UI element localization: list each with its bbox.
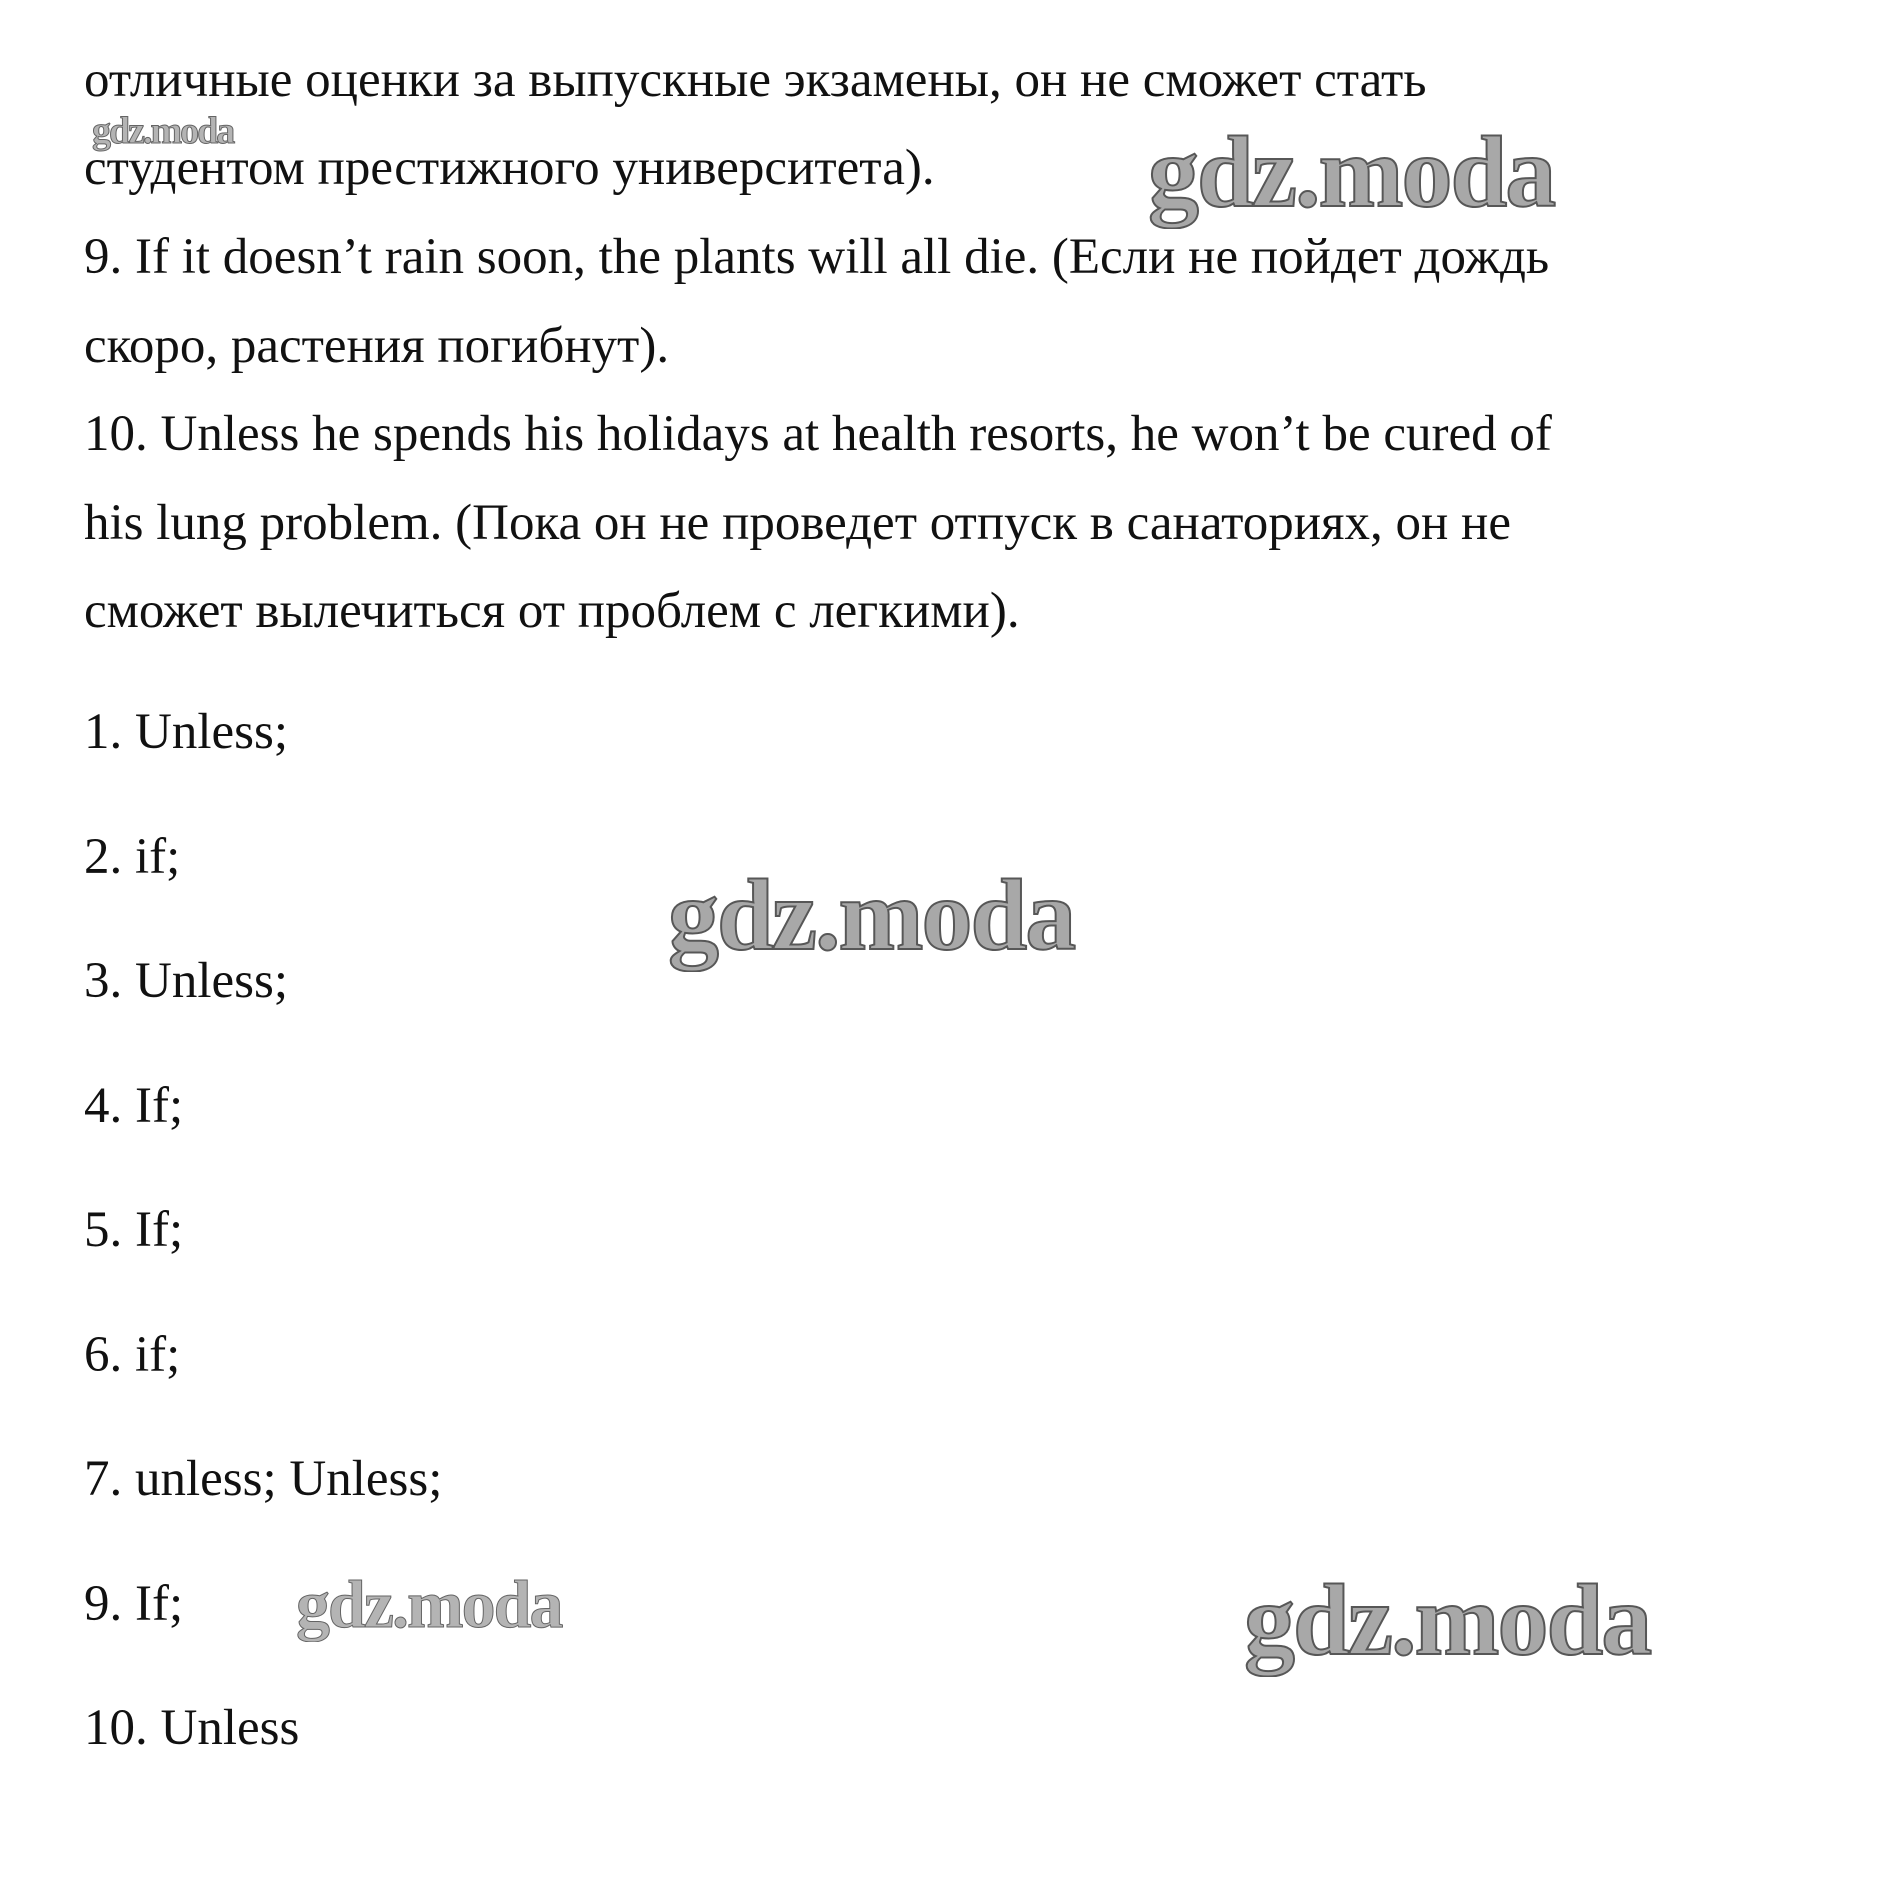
paragraph-line: 9. If it doesn’t rain soon, the plants will all die. (Если не пойдет дождь bbox=[84, 229, 1550, 285]
watermark-logo: gdz.moda bbox=[92, 110, 234, 152]
answer-item: 10. Unless bbox=[84, 1700, 300, 1756]
paragraph-line: 10. Unless he spends his holidays at health resorts, he won’t be cured of bbox=[84, 406, 1552, 462]
answer-item: 7. unless; Unless; bbox=[84, 1451, 443, 1507]
paragraph-line: отличные оценки за выпускные экзамены, он не сможет стать bbox=[84, 52, 1427, 108]
watermark-logo: gdz.moda bbox=[1244, 1564, 1651, 1677]
answer-item: 6. if; bbox=[84, 1327, 181, 1383]
paragraph-line: сможет вылечиться от проблем с легкими). bbox=[84, 583, 1020, 639]
paragraph-line: студентом престижного университета). bbox=[84, 140, 935, 196]
answer-item: 9. If; bbox=[84, 1576, 184, 1632]
paragraph-line: скоро, растения погибнут). bbox=[84, 318, 670, 374]
watermark-logo: gdz.moda bbox=[668, 859, 1075, 972]
paragraph-line: his lung problem. (Пока он не проведет отпуск в санаториях, он не bbox=[84, 495, 1511, 551]
watermark-logo: gdz.moda bbox=[1148, 116, 1555, 229]
answer-item: 3. Unless; bbox=[84, 953, 288, 1009]
answer-item: 4. If; bbox=[84, 1078, 184, 1134]
answer-item: 5. If; bbox=[84, 1202, 184, 1258]
answer-item: 1. Unless; bbox=[84, 704, 288, 760]
watermark-logo: gdz.moda bbox=[296, 1566, 562, 1642]
answer-item: 2. if; bbox=[84, 829, 181, 885]
